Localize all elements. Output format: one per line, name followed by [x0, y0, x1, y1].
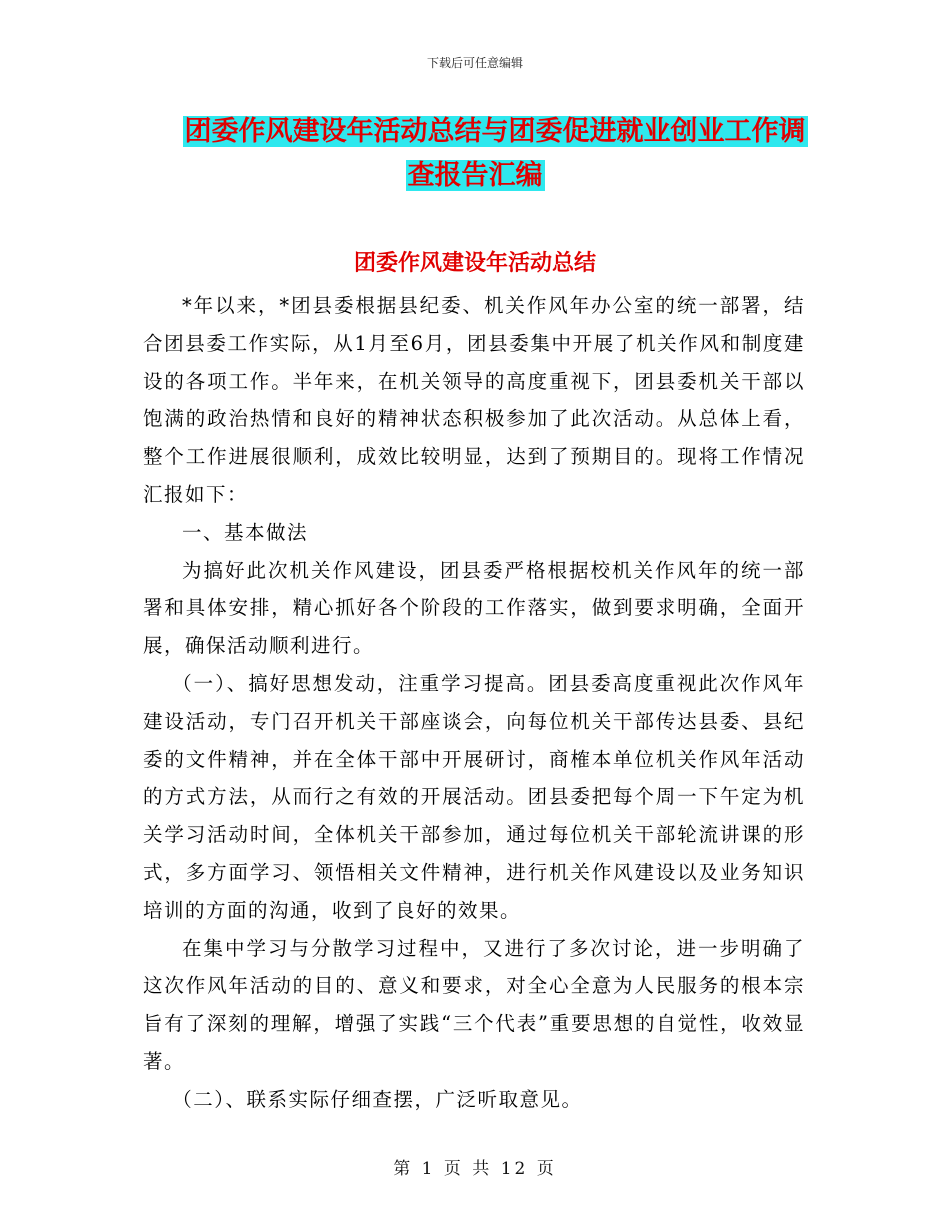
paragraph: 在集中学习与分散学习过程中，又进行了多次讨论，进一步明确了这次作风年活动的目的、意义和要求，对全心全意为人民服务的根本宗旨有了深刻的理解，增强了实践“三个代表”重要思想的自觉性，收效显著。 [143, 936, 805, 1073]
paragraph: 为搞好此次机关作风建设，团县委严格根据校机关作风年的统一部署和具体安排，精心抓好各个阶段的工作落实，做到要求明确，全面开展，确保活动顺利进行。 [143, 558, 805, 658]
header-note: 下载后可任意编辑 [426, 56, 523, 70]
title-line-2: 查报告汇编 [407, 160, 543, 191]
paragraph: （二）、联系实际仔细查摆，广泛听取意见。 [172, 1087, 583, 1111]
paragraph: （一）、搞好思想发动，注重学习提高。团县委高度重视此次作风年建设活动，专门召开机关干部座谈会，向每位机关干部传达县委、县纪委的文件精神，并在全体干部中开展研讨，商榷本单位机关作风年活动的方式方法，从而行之有效的开展活动。团县委把每个周一下午定为机关学习活动时间，全体机关干部参加，通过每位机关干部轮流讲课的形式，多方面学习、领悟相关文件精神，进行机关作风建设以及业务知识培训的方面的沟通，收到了良好的效果。 [143, 671, 805, 922]
title-line-1: 团委作风建设年活动总结与团委促进就业创业工作调 [184, 116, 806, 147]
body-text [143, 287, 805, 1119]
page-footer: 第 1 页 共 12 页 [393, 1159, 557, 1179]
paragraph: 一、基本做法 [182, 520, 309, 544]
document-title [0, 110, 950, 198]
section-title: 团委作风建设年活动总结 [353, 251, 596, 276]
paragraph: *年以来，*团县委根据县纪委、机关作风年办公室的统一部署，结合团县委工作实际，从1月至6月，团县委集中开展了机关作风和制度建设的各项工作。半年来，在机关领导的高度重视下，团县委机关干部以饱满的政治热情和良好的精神状态积极参加了此次活动。从总体上看，整个工作进展很顺利，成效比较明显，达到了预期目的。现将工作情况汇报如下： [143, 294, 805, 506]
